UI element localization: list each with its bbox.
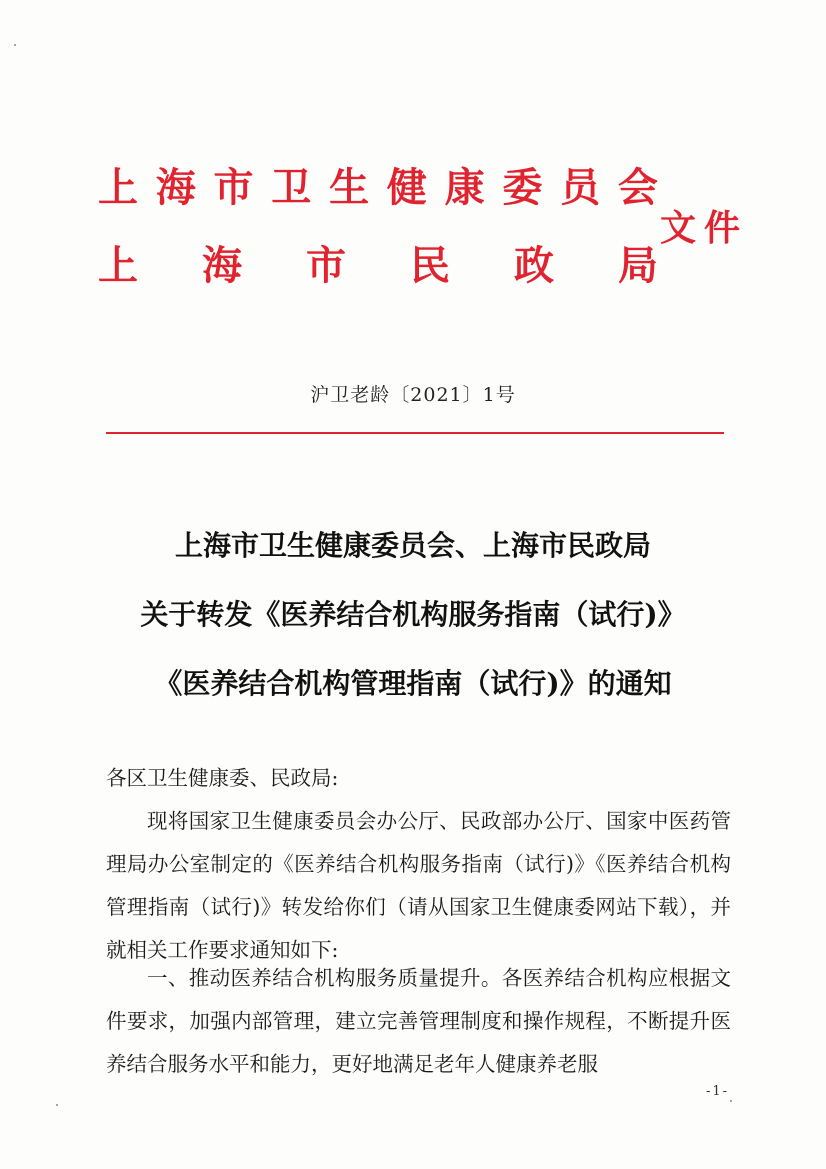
salutation: 各区卫生健康委、民政局: <box>106 766 339 790</box>
document-suffix: 文件 <box>660 207 749 249</box>
header-char: 生 <box>329 164 370 211</box>
title-line-3: 《医养结合机构管理指南（试行)》的通知 <box>154 667 672 700</box>
header-char: 海 <box>155 164 196 211</box>
issuing-authority-line-1 <box>98 164 658 211</box>
scan-speck <box>56 1104 58 1106</box>
header-char: 上 <box>98 164 138 211</box>
scan-speck <box>730 1100 732 1102</box>
header-char: 海 <box>202 242 242 289</box>
red-divider <box>106 432 724 434</box>
header-char: 上 <box>98 242 138 289</box>
header-char: 局 <box>618 242 658 289</box>
header-char: 会 <box>617 164 658 211</box>
document-number: 沪卫老龄〔2021〕1号 <box>310 384 516 406</box>
body-paragraph-1: 现将国家卫生健康委员会办公厅、民政部办公厅、国家中医药管理局办公室制定的《医养结合机构服务指南（试行)》《医养结合机构管理指南（试行)》转发给你们（请从国家卫生健康委网站下载），并就相关工作要求通知如下: <box>106 809 731 962</box>
body-paragraph-2: 一、推动医养结合机构服务质量提升。各医养结合机构应根据文件要求，加强内部管理，建立完善管理制度和操作规程，不断提升医养结合服务水平和能力，更好地满足老年人健康养老服 <box>106 966 731 1076</box>
title-line-2: 关于转发《医养结合机构服务指南（试行)》 <box>140 598 686 631</box>
header-char: 市 <box>306 242 346 289</box>
scan-speck <box>14 44 16 46</box>
page-number: -1- <box>706 1084 730 1099</box>
header-char: 卫 <box>271 164 312 211</box>
header-char: 民 <box>410 242 450 289</box>
header-char: 市 <box>213 164 254 211</box>
issuing-authority-line-2 <box>98 242 658 289</box>
title-line-1: 上海市卫生健康委员会、上海市民政局 <box>174 529 651 562</box>
header-char: 政 <box>514 242 554 289</box>
header-char: 康 <box>444 164 485 211</box>
header-char: 健 <box>386 164 427 211</box>
header-char: 员 <box>560 164 601 211</box>
header-char: 委 <box>502 164 543 211</box>
